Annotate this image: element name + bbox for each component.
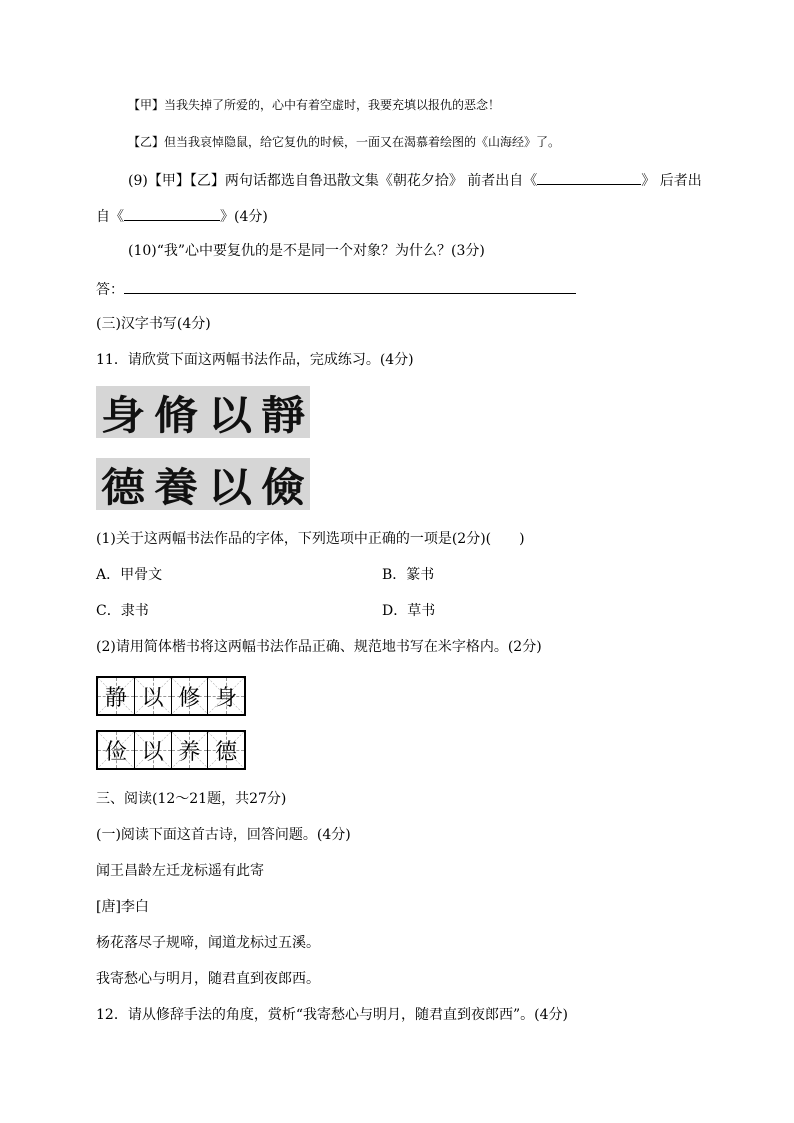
question-9-text-a: (9)【甲】【乙】两句话都选自鲁迅散文集《朝花夕拾》 前者出自《 [128, 173, 538, 189]
section-hanzi-writing: (三)汉字书写(4分) [96, 316, 211, 332]
mi-grid-cell[interactable] [172, 732, 209, 768]
mi-grid-row-1 [96, 676, 246, 716]
question-12: 12．请从修辞手法的角度，赏析“我寄愁心与明月，随君直到夜郎西”。(4分) [96, 1007, 568, 1023]
grid-char: 以 [141, 739, 164, 765]
question-11-sub1: (1)关于这两幅书法作品的字体，下列选项中正确的一项是(2分)( ) [96, 531, 525, 547]
calligraphy-char: 以 [207, 463, 252, 511]
calligraphy-char: 身 [100, 391, 145, 439]
question-9-text-d: 》(4分) [220, 209, 268, 225]
poem-title: 闻王昌龄左迁龙标遥有此寄 [96, 863, 264, 879]
grid-char: 德 [215, 739, 238, 765]
section-reading: 三、阅读(12～21题，共27分) [96, 791, 287, 807]
grid-char: 以 [141, 685, 164, 711]
question-11-title: 11．请欣赏下面这两幅书法作品，完成练习。(4分) [96, 352, 414, 368]
mi-grid-cell[interactable] [172, 678, 209, 714]
calligraphy-work-1 [96, 386, 310, 438]
quote-jia: 【甲】当我失掉了所爱的，心中有着空虚时，我要充填以报仇的恶念！ [128, 98, 501, 112]
mi-grid-cell[interactable] [98, 678, 135, 714]
calligraphy-char: 靜 [261, 391, 306, 439]
answer-label: 答： [96, 282, 124, 298]
question-11-sub2: (2)请用简体楷书将这两幅书法作品正确、规范地书写在米字格内。(2分) [96, 639, 542, 655]
calligraphy-char: 以 [207, 391, 252, 439]
mi-grid-cell[interactable] [98, 732, 135, 768]
poem-line-1: 杨花落尽子规啼，闻道龙标过五溪。 [96, 935, 320, 951]
question-10: (10)“我”心中要复仇的是不是同一个对象？为什么？(3分) [128, 243, 485, 259]
question-9-text-c: 自《 [96, 209, 124, 225]
question-9-text-b: 》 后者出 [641, 173, 702, 189]
mi-grid-cell[interactable] [135, 732, 172, 768]
quote-yi: 【乙】但当我哀悼隐鼠，给它复仇的时候，一面又在渴慕着绘图的《山海经》了。 [128, 135, 561, 149]
calligraphy-char: 儉 [261, 463, 306, 511]
poem-line-2: 我寄愁心与明月，随君直到夜郎西。 [96, 971, 320, 987]
option-c[interactable]: C．隶书 [96, 603, 149, 619]
option-d[interactable]: D．草书 [382, 603, 436, 619]
question-9-line1 [128, 170, 702, 190]
answer-blank-9b[interactable] [124, 206, 220, 221]
poem-section-title: (一)阅读下面这首古诗，回答问题。(4分) [96, 827, 351, 843]
question-10-answer-row [96, 279, 576, 299]
mi-grid-cell[interactable] [208, 678, 244, 714]
mi-grid-cell[interactable] [208, 732, 244, 768]
calligraphy-char: 德 [100, 463, 145, 511]
mi-grid-row-2 [96, 730, 246, 770]
calligraphy-char: 養 [154, 463, 199, 511]
answer-blank-10[interactable] [124, 279, 576, 294]
answer-blank-9a[interactable] [537, 170, 641, 185]
grid-char: 俭 [104, 739, 127, 765]
grid-char: 身 [215, 685, 238, 711]
grid-char: 养 [178, 739, 201, 765]
calligraphy-char: 脩 [154, 391, 199, 439]
mi-grid-cell[interactable] [135, 678, 172, 714]
grid-char: 静 [104, 685, 127, 711]
question-9-line2 [96, 206, 268, 226]
grid-char: 修 [178, 685, 201, 711]
option-b[interactable]: B．篆书 [382, 567, 435, 583]
option-a[interactable]: A．甲骨文 [96, 567, 163, 583]
poem-author: [唐]李白 [96, 899, 149, 915]
calligraphy-work-2 [96, 458, 310, 510]
